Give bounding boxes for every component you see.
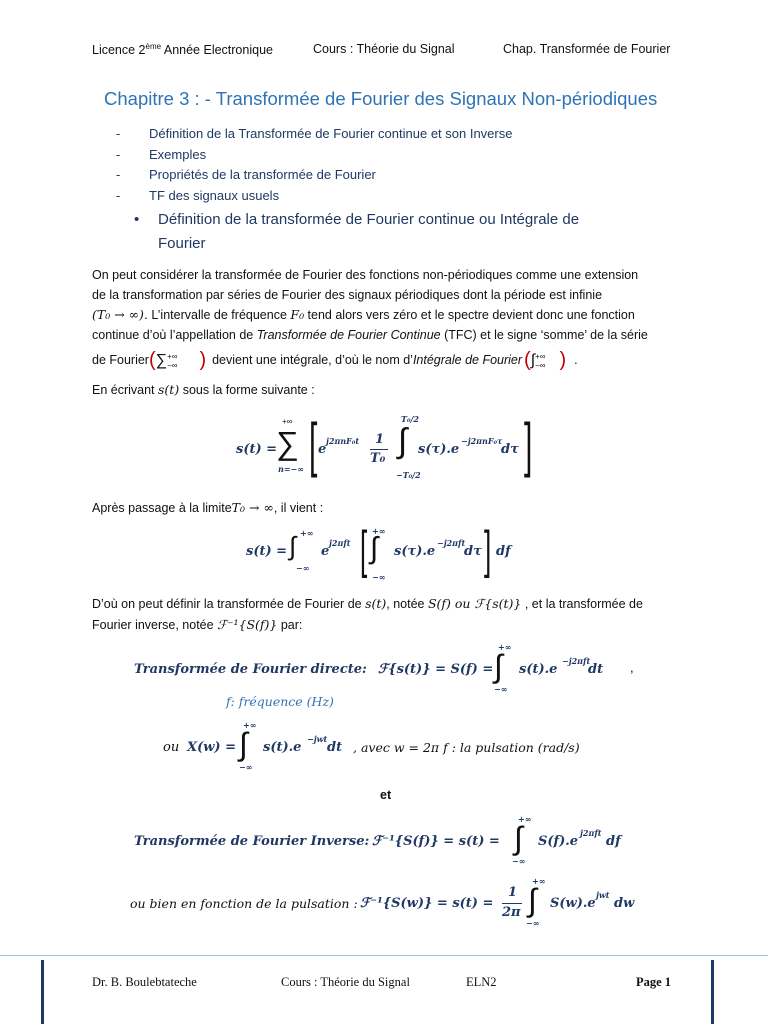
footer-left-bar: [41, 960, 44, 1024]
equation-inverse-pulsation: ou bien en fonction de la pulsation : ℱ⁻¹{S(w)} = s(t) = 1 2π +∞ ∫ −∞ S(w).e jwt dw: [130, 876, 635, 928]
footer-author: Dr. B. Boulebtateche: [92, 975, 197, 989]
footer-right-bar: [711, 960, 714, 1024]
chapter-title: Chapitre 3 : - Transformée de Fourier des Signaux Non-périodiques: [104, 88, 658, 109]
footer-course: Cours : Théorie du Signal: [281, 975, 410, 989]
ecrivant-line: En écrivant s(t) sous la forme suivante :: [92, 382, 315, 397]
footer-page: Page 1: [636, 975, 672, 989]
outline-item: - TF des signaux usuels: [116, 188, 280, 204]
outline-item: - Exemples: [116, 146, 207, 162]
frequency-label: f: fréquence (Hz): [226, 694, 334, 709]
equation-direct-transform: Transformée de Fourier directe: ℱ{s(t)} = S(f) = +∞ ∫ −∞ s(t).e −j2πft dt ,: [134, 642, 634, 694]
equation-pulsation: ou X(w) = +∞ ∫ −∞ s(t).e −jwt dt , avec w = 2π f : la pulsation (rad/s): [163, 720, 580, 772]
et-connector: et: [380, 788, 392, 802]
header-center: Cours : Théorie du Signal: [313, 42, 455, 56]
equation-limit: s(t) = ∫ +∞ −∞ e j2πft [ +∞ ∫ −∞ s(τ).e −j2πft dτ ] df: [246, 521, 511, 582]
intro-last-line: de Fourier ( ∑ +∞ −∞ ) devient une intégrale, d’où le nom d’ Intégrale de Fourier ( ∫ +∞ −∞ ) .: [92, 349, 578, 372]
definition-paragraph: D’où on peut définir la transformée de Fourier de s(t), notée S(f) ou ℱ{s(t)} , et la transformée de Fourier inverse, notée ℱ⁻¹{S(f)} par:: [92, 596, 643, 632]
outline-item: - Propriétés de la transformée de Fourier: [116, 167, 376, 183]
section-heading: • Définition de la transformée de Fourier continue ou Intégrale de Fourier: [158, 208, 678, 256]
header-right: Chap. Transformée de Fourier: [503, 42, 671, 56]
equation-series: s(t) = +∞ ∑ n=−∞ [ e j2πnF₀t 1 T₀ T₀/2 ∫ −T₀/2 s(τ).e −j2πnF₀τ dτ ]: [236, 411, 533, 480]
footer-rule: [0, 955, 768, 956]
apres-line: Après passage à la limiteT₀ → ∞, il vient :: [92, 500, 324, 515]
header-left: Licence 2ème Année Electronique: [92, 42, 273, 58]
intro-paragraph: On peut considérer la transformée de Fourier des fonctions non-périodiques comme une extension de la transformation par séries de Fourier des signaux périodiques dont la période est infinie (T₀ → ∞). L’intervalle de fréquence F₀ tend alors vers zéro et le spectre devient donc une fonction continue d’où l’appellation de Transformée de Fourier Continue (TFC) et le signe ‘somme’ de la série: [92, 268, 648, 342]
outline-list: [116, 126, 512, 209]
equation-inverse-transform: Transformée de Fourier Inverse: ℱ⁻¹{S(f)} = s(t) = +∞ ∫ −∞ S(f).e j2πft df: [134, 814, 621, 866]
footer-code: ELN2: [466, 975, 497, 989]
outline-item: - Définition de la Transformée de Fourier continue et son Inverse: [116, 126, 513, 141]
bullet-icon: •: [134, 211, 140, 228]
